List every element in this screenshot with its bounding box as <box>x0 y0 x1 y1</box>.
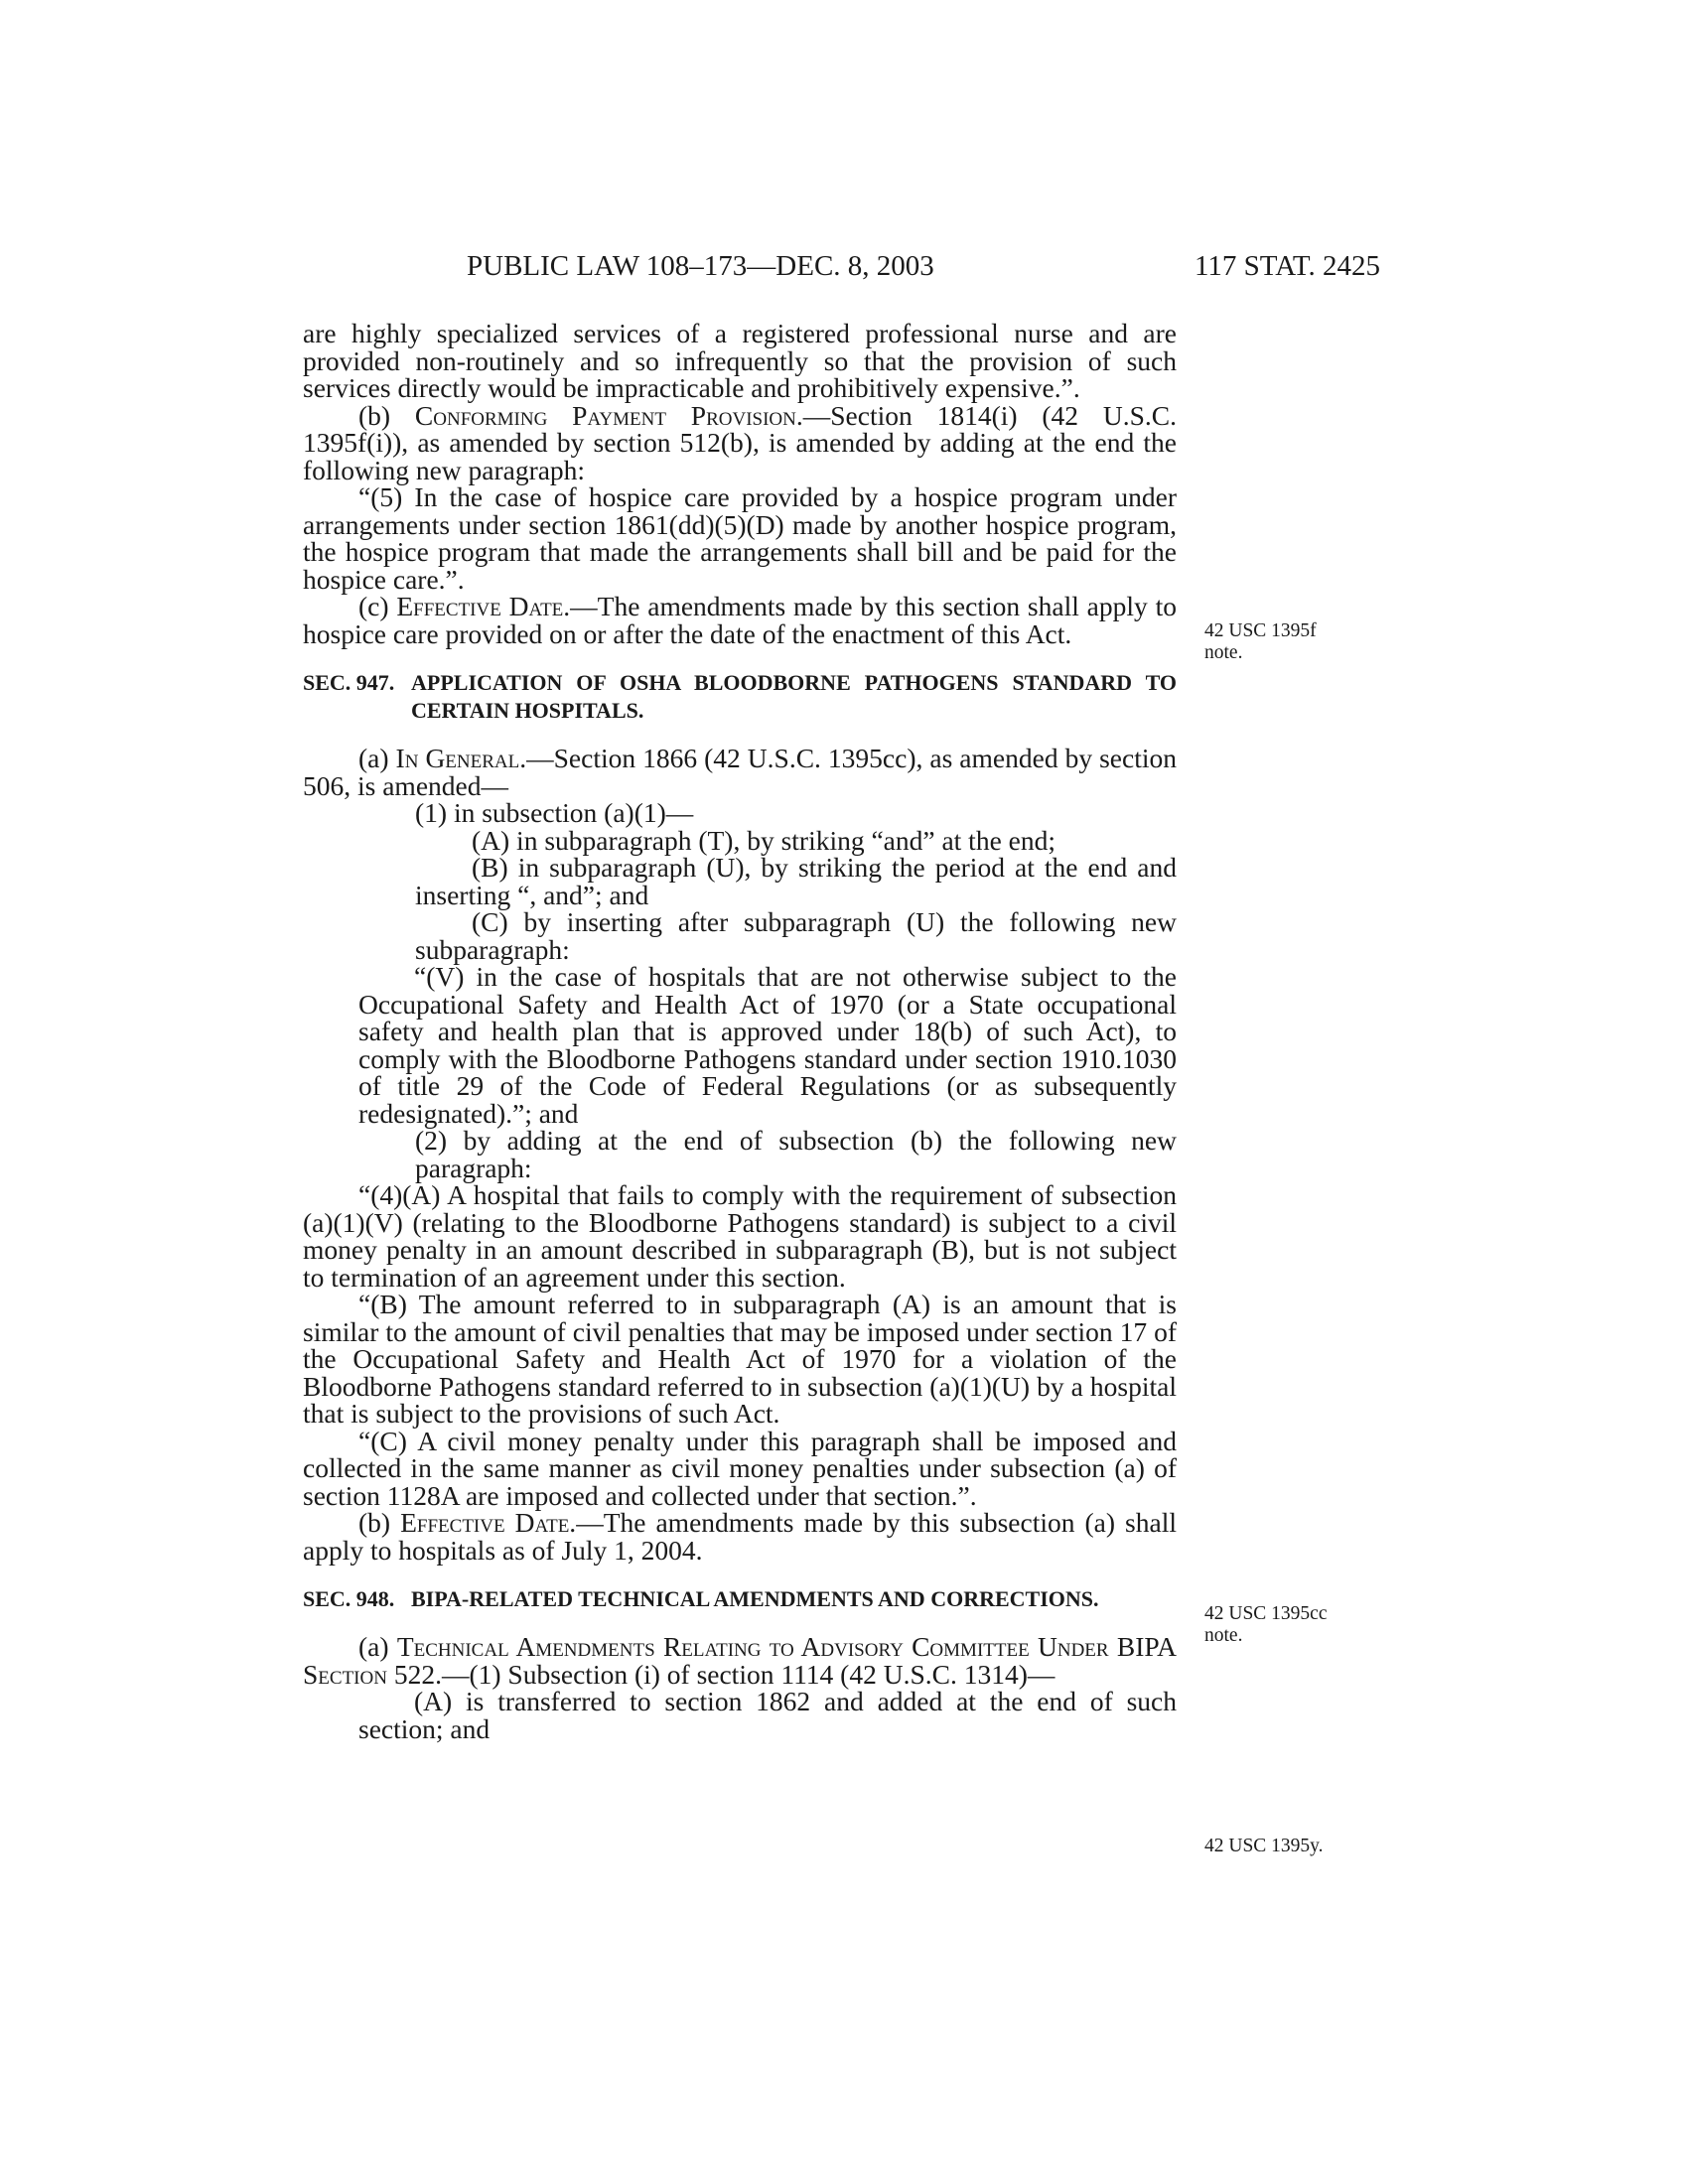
quoted-paragraph: “(B) The amount referred to in subparagraph (A) is an amount that is similar to the amount of civil penalties that may be imposed under section 17 of the Occupational Safety and Health Act of 1970 for a violation of the Bloodborne Pathogens standard referred to in subsection (a)(1)(U) by a hospital that is subject to the provisions of such Act. <box>303 1289 1177 1429</box>
clause: (2) by adding at the end of subsection (b) the following new paragraph: <box>415 1125 1177 1183</box>
section-heading-947 <box>303 669 1177 725</box>
paragraph-conforming-payment: (b) Conforming Payment Provision.—Section 1814(i) (42 U.S.C. 1395f(i)), as amended by section 512(b), is amended by adding at the end the following new paragraph: <box>303 399 1177 485</box>
subclause: (A) in subparagraph (T), by striking “and” at the end; <box>472 824 1056 856</box>
margin-note-1395y: 42 USC 1395y. <box>1204 1836 1324 1856</box>
paragraph: “(5) In the case of hospice care provided by a hospice program under arrangements under section 1861(dd)(5)(D) made by another hospice program, the hospice program that made the arrangements shall bill and be paid for the hospice care.”. <box>303 481 1177 595</box>
subsection-heading: Effective Date. <box>396 591 571 621</box>
paragraph-effective-date: (b) Effective Date.—The amendments made by this subsection (a) shall apply to hospitals as of July 1, 2004. <box>303 1507 1177 1566</box>
margin-note-1395cc: 42 USC 1395cc note. <box>1204 1603 1328 1646</box>
section-title: BIPA-RELATED TECHNICAL AMENDMENTS AND CORRECTIONS. <box>411 1586 1099 1611</box>
margin-note-1395f: 42 USC 1395f note. <box>1204 620 1317 663</box>
paragraph-effective-date: (c) Effective Date.—The amendments made by this section shall apply to hospice care provided on or after the date of the enactment of this Act. <box>303 591 1177 649</box>
page-body <box>303 320 1177 1742</box>
subsection-heading: In General. <box>395 743 527 773</box>
paragraph: are highly specialized services of a registered professional nurse and are provided non-routinely and so infrequently so that the provision of such services directly would be impracticable and prohibitively expensive.”. <box>303 318 1177 403</box>
subclause: (B) in subparagraph (U), by striking the period at the end and inserting “, and”; and <box>415 852 1177 910</box>
section-title: APPLICATION OF OSHA BLOODBORNE PATHOGENS STANDARD TO CERTAIN HOSPITALS. <box>411 670 1177 723</box>
page-header <box>467 250 1380 290</box>
statute-page-number: 117 STAT. 2425 <box>1195 250 1380 282</box>
quoted-paragraph: “(C) A civil money penalty under this paragraph shall be imposed and collected in the same manner as civil money penalties under subsection (a) of section 1128A are imposed and collected under that section.”. <box>303 1425 1177 1511</box>
section-number: SEC. 948. <box>303 1586 395 1611</box>
clause: (A) is transferred to section 1862 and added at the end of such section; and <box>358 1686 1177 1744</box>
subsection-heading: Effective Date. <box>400 1507 577 1538</box>
paragraph-in-general: (a) In General.—Section 1866 (42 U.S.C. 1395cc), as amended by section 506, is amended— <box>303 743 1177 801</box>
subsection-heading: Conforming Payment Provision. <box>414 399 803 431</box>
quoted-paragraph: “(4)(A) A hospital that fails to comply with the requirement of subsection (a)(1)(V) (relating to the Bloodborne Pathogens standard) is subject to a civil money penalty in an amount described in subparagraph (B), but is not subject to termination of an agreement under this section. <box>303 1179 1177 1293</box>
subclause: (C) by inserting after subparagraph (U) the following new subparagraph: <box>415 906 1177 965</box>
subsection-heading: Technical Amendments Relating to Advisory Committee Under BIPA Section 522. <box>303 1631 1177 1690</box>
paragraph-technical-amendments: (a) Technical Amendments Relating to Advisory Committee Under BIPA Section 522.—(1) Subsection (i) of section 1114 (42 U.S.C. 1314)— <box>303 1631 1177 1690</box>
section-heading-948 <box>303 1585 1177 1613</box>
quoted-subparagraph: “(V) in the case of hospitals that are not otherwise subject to the Occupational Safety and Health Act of 1970 (or a State occupational safety and health plan that is approved under 18(b) of such Act), to comply with the Bloodborne Pathogens standard under section 1910.1030 of title 29 of the Code of Federal Regulations (or as subsequently redesignated).”; and <box>358 961 1177 1129</box>
section-number: SEC. 947. <box>303 670 395 695</box>
clause: (1) in subsection (a)(1)— <box>415 797 694 828</box>
running-head-title: PUBLIC LAW 108–173—DEC. 8, 2003 <box>467 250 934 282</box>
